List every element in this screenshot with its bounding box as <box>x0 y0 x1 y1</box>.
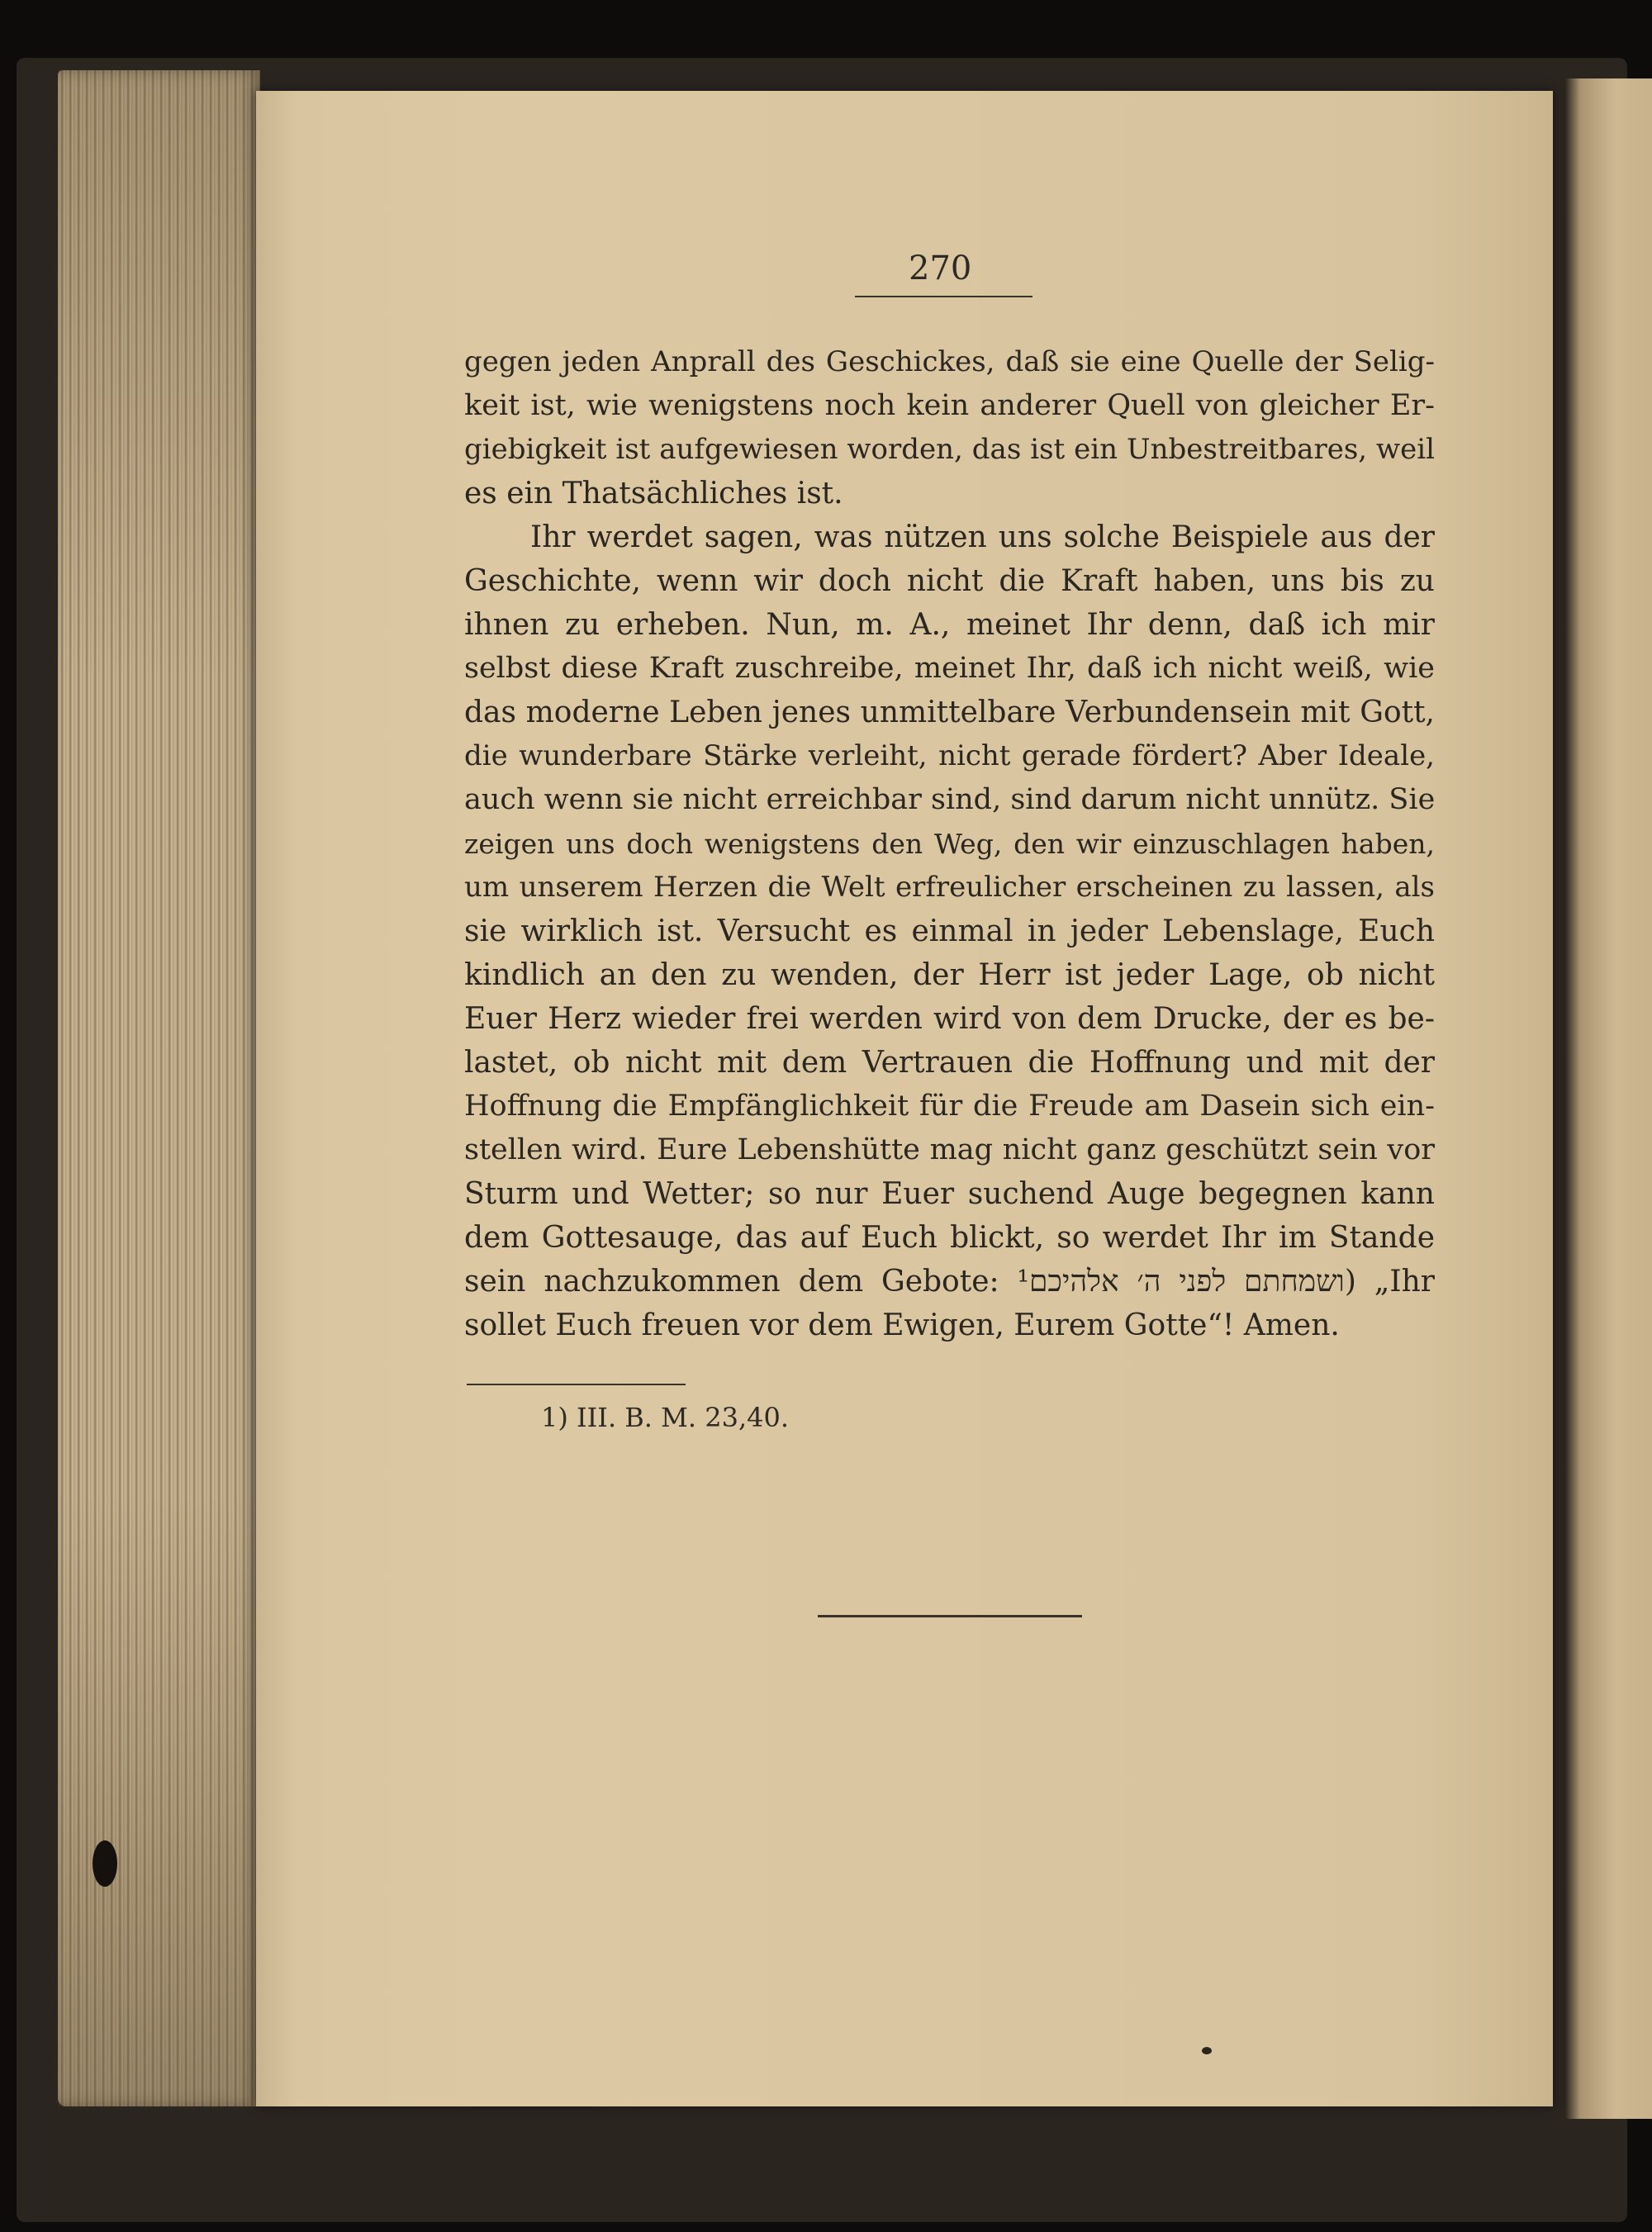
text-line: kindlich an den zu wenden, der Herr ist jeder Lage, ob nicht <box>464 958 1435 992</box>
text-line: Geschichte, wenn wir doch nicht die Kraft haben, uns bis zu <box>464 564 1435 598</box>
text-line: das moderne Leben jenes unmittelbare Verbundensein mit Gott, <box>464 696 1435 729</box>
text-line: Hoffnung die Empfänglichkeit für die Freude am Dasein sich ein- <box>464 1090 1435 1123</box>
text-line: dem Gottesauge, das auf Euch blickt, so werdet Ihr im Stande <box>464 1221 1435 1255</box>
text-line: zeigen uns doch wenigstens den Weg, den wir einzuschlagen haben, <box>464 828 1435 860</box>
ink-speck <box>1202 2047 1212 2054</box>
binding-hole <box>93 1840 117 1887</box>
text-line: sollet Euch freuen vor dem Ewigen, Eurem Gotte“! Amen. <box>464 1308 1340 1342</box>
text-line: ihnen zu erheben. Nun, m. A., meinet Ihr denn, daß ich mir <box>464 608 1435 642</box>
facing-page-edge <box>1565 78 1652 2119</box>
end-rule <box>818 1615 1082 1617</box>
page-edges <box>58 70 260 2106</box>
text-line: um unserem Herzen die Welt erfreulicher erscheinen zu lassen, als <box>464 871 1435 904</box>
text-line: Sturm und Wetter; so nur Euer suchend Auge begegnen kann <box>464 1177 1435 1211</box>
text-line: Euer Herz wieder frei werden wird von dem Drucke, der es be- <box>464 1002 1435 1036</box>
text-line: giebigkeit ist aufgewiesen worden, das ist ein Unbestreitbares, weil <box>464 433 1435 466</box>
text-line: sein nachzukommen dem Gebote: ושמחתם לפני ה׳ אלהיכם¹) „Ihr <box>464 1265 1435 1299</box>
header-rule <box>855 296 1032 297</box>
text-line: lastet, ob nicht mit dem Vertrauen die Hoffnung und mit der <box>464 1046 1435 1080</box>
text-line: selbst diese Kraft zuschreibe, meinet Ihr, daß ich nicht weiß, wie <box>464 652 1435 685</box>
text-line: gegen jeden Anprall des Geschickes, daß sie eine Quelle der Selig- <box>464 345 1435 378</box>
text-line: es ein Thatsächliches ist. <box>464 477 843 511</box>
text-line: auch wenn sie nicht erreichbar sind, sind darum nicht unnütz. Sie <box>464 783 1436 816</box>
footnote: 1) III. B. M. 23,40. <box>541 1402 790 1433</box>
text-line: sie wirklich ist. Versucht es einmal in jeder Lebenslage, Euch <box>464 914 1435 948</box>
text-line: die wunderbare Stärke verleiht, nicht gerade fördert? Aber Ideale, <box>464 739 1435 772</box>
text-line: stellen wird. Eure Lebenshütte mag nicht ganz geschützt sein vor <box>464 1133 1435 1166</box>
body-text <box>464 340 1435 1347</box>
page-number: 270 <box>909 249 972 287</box>
text-line: keit ist, wie wenigstens noch kein anderer Quell von gleicher Er- <box>464 389 1435 422</box>
footnote-rule <box>467 1384 686 1385</box>
text-line: Ihr werdet sagen, was nützen uns solche Beispiele aus der <box>530 520 1435 554</box>
